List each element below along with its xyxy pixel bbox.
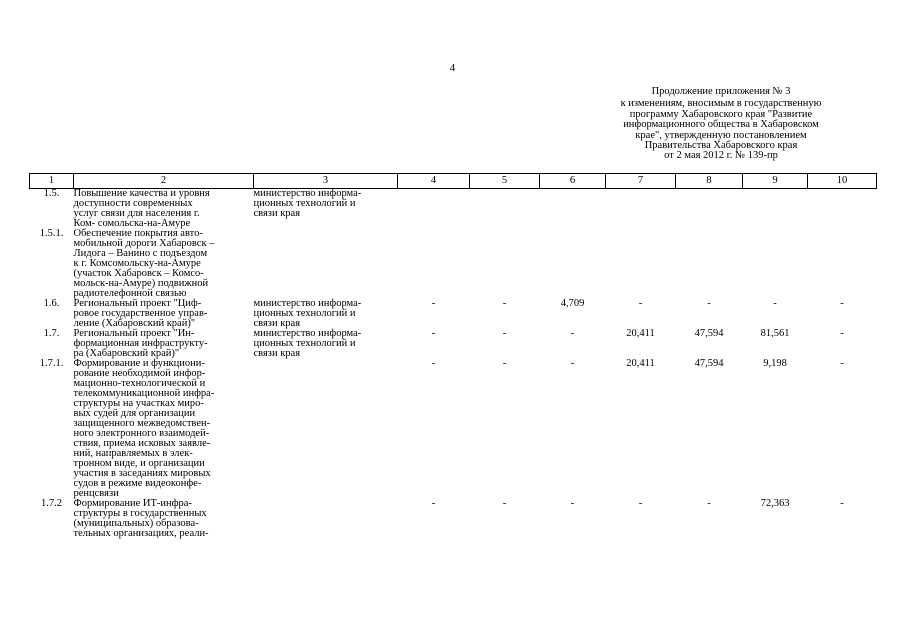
table-row (30, 499, 877, 539)
executor-line: ционных технологий и (253, 338, 356, 349)
executor-line: министерство информа- (253, 188, 362, 199)
row-value: 20,411 (626, 328, 655, 339)
row-value: 4,709 (560, 298, 585, 309)
column-header: 8 (676, 174, 743, 189)
column-header: 9 (743, 174, 808, 189)
appendix-line: программу Хабаровского края "Развитие (629, 108, 813, 120)
measure-name-line: ного электронного взаимодей- (73, 428, 210, 439)
measure-name-line: Региональный проект "Ин- (73, 328, 195, 339)
row-number: 1.7.2 (41, 498, 62, 509)
row-value (808, 229, 877, 299)
column-header: 10 (808, 174, 877, 189)
measure-name-line: формационная инфраструкту- (73, 338, 208, 349)
measure-name-line: структуры на участках миро- (73, 398, 204, 409)
row-value: - (570, 328, 575, 339)
measure-name-line: защищенного межведомствен- (73, 418, 211, 429)
measure-name-line: мольск-на-Амуре) подвижной (73, 278, 209, 289)
measure-name-line: ствия, приема исковых заявле- (73, 438, 211, 449)
row-value: - (840, 498, 844, 509)
appendix-line: от 2 мая 2012 г. № 139-пр (664, 150, 778, 162)
column-header: 7 (606, 174, 676, 189)
row-value: - (638, 298, 643, 309)
measure-name-line: тронном виде, и организации (73, 458, 205, 469)
measure-name-line: услуг связи для населения г. (73, 208, 200, 219)
measure-name-line: мобильной дороги Хабаровск – (73, 238, 215, 249)
row-value: - (570, 498, 575, 509)
measure-name-line: Формирование и функциони- (73, 358, 205, 369)
column-header: 6 (540, 174, 606, 189)
row-value: - (707, 298, 711, 309)
row-measure-name (74, 229, 254, 299)
executor-line: связи края (253, 208, 301, 219)
executor-line: министерство информа- (253, 328, 362, 339)
row-value: - (502, 498, 507, 509)
row-executor (254, 499, 398, 539)
row-value: 81,561 (760, 328, 790, 339)
measure-name-line: ренцсвязи (73, 488, 119, 499)
row-executor (254, 229, 398, 299)
measure-name-line: (участок Хабаровск – Комсо- (73, 268, 204, 279)
column-header: 1 (30, 174, 74, 189)
row-executor (254, 359, 398, 499)
row-number: 1.7.1. (39, 358, 64, 369)
measure-name-line: тельных организациях, реали- (73, 528, 209, 539)
row-executor (254, 299, 398, 329)
measure-name-line: мационно-технологической и (73, 378, 206, 389)
measure-name-line: (муниципальных) образова- (73, 518, 199, 529)
table-row (30, 229, 877, 299)
executor-line: ционных технологий и (253, 308, 356, 319)
row-value: 47,594 (694, 328, 724, 339)
row-value (808, 189, 877, 230)
row-value: - (840, 358, 844, 369)
executor-line: министерство информа- (253, 298, 362, 309)
table-body (30, 189, 877, 540)
row-measure-name (74, 189, 254, 230)
appendix-heading (571, 87, 871, 162)
appendix-title: Продолжение приложения № 3 (651, 86, 791, 97)
row-value: - (773, 298, 777, 309)
appendix-line: Правительства Хабаровского края (644, 140, 798, 152)
row-value: - (570, 358, 575, 369)
row-value: - (502, 328, 507, 339)
row-value: - (840, 298, 844, 309)
row-number: 1.7. (43, 328, 60, 339)
row-value: - (502, 298, 507, 309)
appendix-line: крае", утвержденную постановлением (635, 129, 807, 141)
measure-name-line: ровое государственное управ- (73, 308, 208, 319)
measure-name-line: вых судей для организации (73, 408, 196, 419)
measure-name-line: телекоммуникационной инфра- (73, 388, 215, 399)
program-table (29, 173, 877, 539)
row-number: 1.5.1. (39, 228, 64, 239)
measure-name-line: ра (Хабаровский край)" (73, 348, 180, 359)
table-row (30, 329, 877, 359)
row-value (606, 189, 676, 230)
row-value: - (431, 358, 436, 369)
row-value (743, 189, 808, 230)
executor-line: связи края (253, 318, 301, 329)
table-row (30, 189, 877, 230)
row-number: 1.5. (43, 188, 60, 199)
row-value: 9,198 (763, 358, 787, 369)
measure-name-line: ний, направляемых в элек- (73, 448, 193, 459)
appendix-line: к изменениям, вносимым в государственную (620, 98, 822, 110)
measure-name-line: Повышение качества и уровня (73, 188, 210, 199)
row-value (470, 189, 540, 230)
row-measure-name (74, 499, 254, 539)
appendix-line: информационного общества в Хабаровском (623, 119, 819, 131)
row-value (540, 189, 606, 230)
row-measure-name (74, 299, 254, 329)
column-header: 4 (398, 174, 470, 189)
row-value (470, 229, 540, 299)
measure-name-line: Региональный проект "Циф- (73, 298, 202, 309)
measure-name-line: Обеспечение покрытия авто- (73, 228, 203, 239)
executor-line: ционных технологий и (253, 198, 356, 209)
measure-name-line: участия в заседаниях мировых (73, 468, 211, 479)
table-row (30, 299, 877, 329)
row-value (676, 189, 743, 230)
measure-name-line: Ком- сомольска-на-Амуре (73, 218, 191, 229)
row-value: 47,594 (694, 358, 724, 369)
row-value: 20,411 (626, 358, 655, 369)
row-value: - (707, 498, 711, 509)
column-header: 2 (74, 174, 254, 189)
executor-line: связи края (253, 348, 301, 359)
table-header-row (30, 174, 877, 189)
measure-name-line: к г. Комсомольску-на-Амуре (73, 258, 201, 269)
row-value (743, 229, 808, 299)
row-value (606, 229, 676, 299)
measure-name-line: рование необходимой инфор- (73, 368, 206, 379)
row-value: - (638, 498, 643, 509)
row-measure-name (74, 329, 254, 359)
column-header: 5 (470, 174, 540, 189)
row-value: - (431, 498, 436, 509)
measure-name-line: судов в режиме видеоконфе- (73, 478, 202, 489)
row-value: - (502, 358, 507, 369)
row-value (398, 189, 470, 230)
row-executor (254, 189, 398, 230)
measure-name-line: структуры в государственных (73, 508, 207, 519)
row-number: 1.6. (43, 298, 60, 309)
column-header: 3 (254, 174, 398, 189)
measure-name-line: Формирование ИТ-инфра- (73, 498, 192, 509)
row-value (676, 229, 743, 299)
row-executor (254, 329, 398, 359)
measure-name-line: радиотелефонной связью (73, 288, 187, 299)
row-value (540, 229, 606, 299)
page-number: 4 (449, 62, 456, 74)
measure-name-line: Лидога – Ванино с подъездом (73, 248, 208, 259)
row-measure-name (74, 359, 254, 499)
measure-name-line: ление (Хабаровский край)" (73, 318, 196, 329)
row-value: 72,363 (760, 498, 790, 509)
row-value: - (840, 328, 844, 339)
row-value: - (431, 298, 436, 309)
measure-name-line: доступности современных (73, 198, 193, 209)
row-value (398, 229, 470, 299)
table-row (30, 359, 877, 499)
row-value: - (431, 328, 436, 339)
